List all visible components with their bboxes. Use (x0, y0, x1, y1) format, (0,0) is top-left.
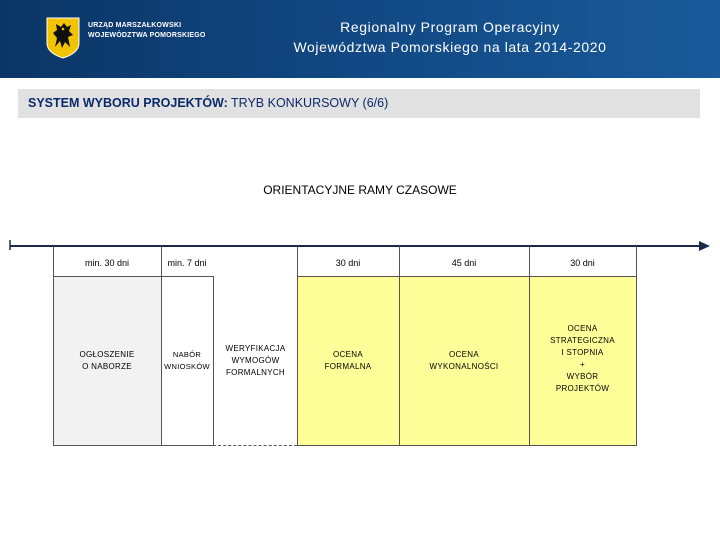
stage-label-line: OCENA (567, 324, 598, 333)
stage-label-line: WERYFIKACJA (225, 344, 286, 353)
stage-label-line: FORMALNYCH (225, 368, 285, 377)
stage-label-line: STRATEGICZNA (550, 336, 615, 345)
system-title (28, 96, 388, 110)
duration-label: 45 dni (451, 258, 477, 268)
timeline-arrow (0, 238, 720, 252)
stage-label-application-intake (161, 349, 213, 373)
system-title-bold: SYSTEM WYBORU PROJEKTÓW: (28, 96, 228, 110)
program-title-line1: Regionalny Program Operacyjny (340, 19, 560, 35)
stage-label-line: O NABORZE (82, 362, 132, 371)
stage-label-line: WNIOSKÓW (164, 362, 210, 371)
program-title-line2: Województwa Pomorskiego na lata 2014-2020 (293, 39, 607, 55)
duration-label: min. 7 dni (167, 258, 207, 268)
griffin-coat-of-arms-icon (46, 17, 80, 59)
header-banner (0, 0, 720, 78)
system-title-mode: TRYB KONKURSOWY (6/6) (231, 96, 389, 110)
organization-name-line2: WOJEWÓDZTWA POMORSKIEGO (88, 32, 206, 39)
stage-label-line: PROJEKTÓW (555, 384, 610, 393)
stage-label-line: OGŁOSZENIE (79, 350, 135, 359)
marker-line (636, 246, 637, 276)
duration-label: min. 30 dni (84, 258, 130, 268)
dashed-separator-bottom (213, 445, 297, 446)
stage-label-announcement (53, 349, 161, 373)
stage-label-feasibility-assessment (399, 349, 529, 373)
stage-label-line: WYKONALNOŚCI (429, 362, 499, 371)
stage-label-strategic-assessment (529, 323, 636, 395)
stage-label-line: OCENA (333, 350, 363, 359)
stage-label-verification (214, 343, 297, 379)
stage-label-line: NABÓR (172, 350, 202, 359)
stage-label-line: WYBÓR (566, 372, 599, 381)
duration-label: 30 dni (335, 258, 361, 268)
organization-name (88, 21, 206, 41)
stage-label-line: WYMOGÓW (231, 356, 280, 365)
stage-label-line: OCENA (449, 350, 479, 359)
stage-label-line: FORMALNA (324, 362, 372, 371)
diagram-subtitle: ORIENTACYJNE RAMY CZASOWE (263, 183, 457, 197)
program-title (250, 17, 650, 57)
stage-label-formal-assessment (297, 349, 399, 373)
stage-label-line: I STOPNIA (561, 348, 604, 357)
organization-name-line1: URZĄD MARSZAŁKOWSKI (88, 22, 182, 29)
stage-label-line: + (580, 360, 585, 369)
duration-label: 30 dni (570, 258, 595, 268)
